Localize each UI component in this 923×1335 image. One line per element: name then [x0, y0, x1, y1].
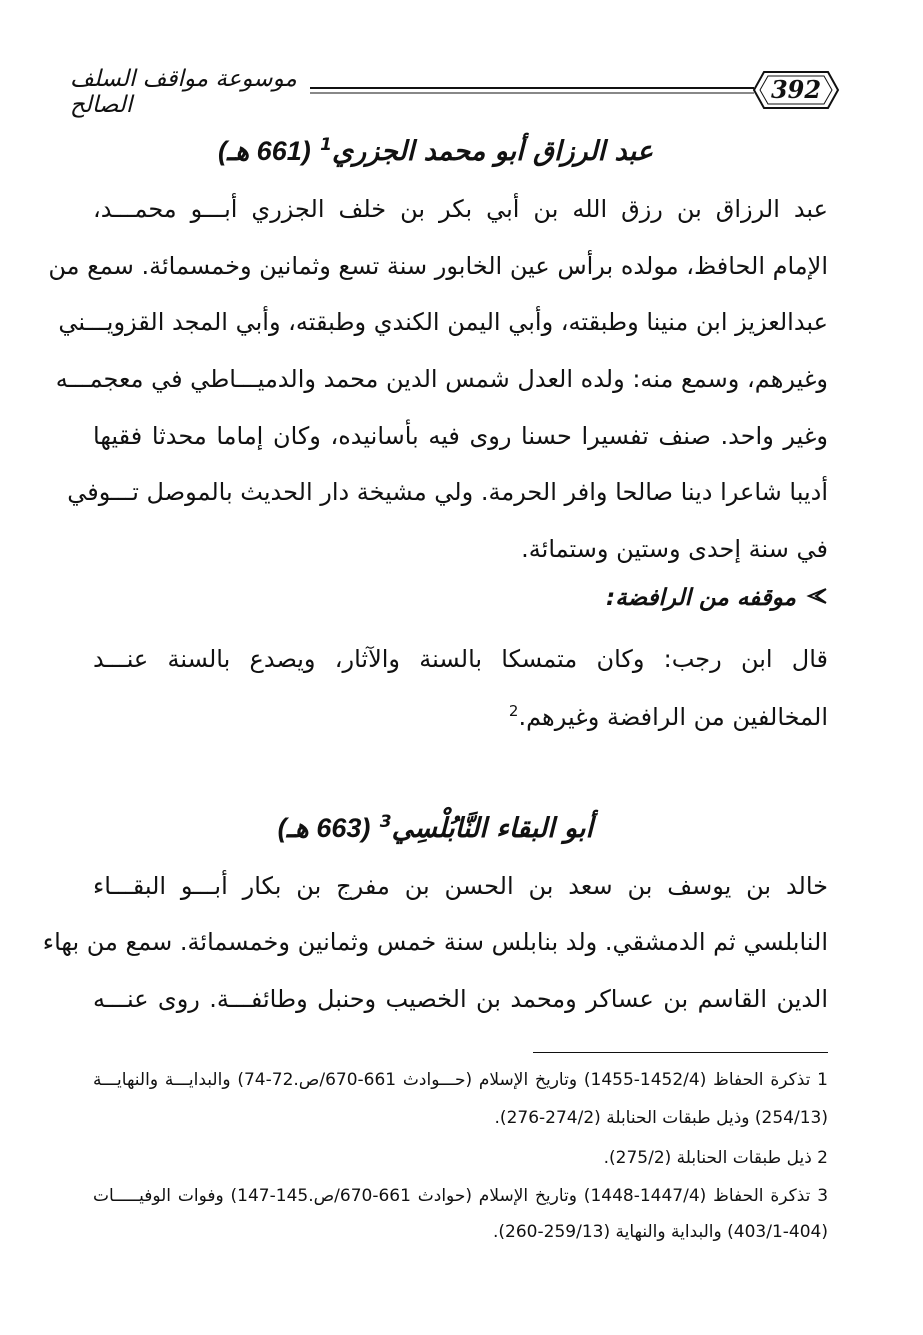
page-header: [70, 60, 840, 130]
footnote-ref: 1: [320, 135, 332, 155]
entry-heading-name: عبد الرزاق أبو محمد الجزري: [331, 136, 653, 167]
footnote-line: 1 تذكرة الحفاظ (1452/4-1455) وتاريخ الإسلام (حـــوادث 661-670/ص.72-74) والبدايـــة والنهايـــة: [93, 1070, 828, 1090]
body-line: وغيرهم، وسمع منه: ولده العدل شمس الدين محمد والدميـــاطي في معجمـــه: [55, 365, 828, 393]
entry-heading-date: (661 هـ): [218, 136, 311, 166]
footnote-line: 2 ذيل طبقات الحنابلة (275/2).: [603, 1148, 828, 1168]
body-line: عبدالعزيز ابن منينا وطبقته، وأبي اليمن الكندي وطبقته، وأبي المجد القزويـــني: [58, 308, 828, 336]
body-line: وغير واحد. صنف تفسيرا حسنا روى فيه بأسانيده، وكان إماما محدثا فقيها: [93, 422, 828, 450]
body-line: النابلسي ثم الدمشقي. ولد بنابلس سنة خمس وثمانين وخمسمائة. سمع من بهاء: [42, 928, 828, 956]
footnote-ref: 2: [508, 702, 519, 720]
header-rule: [310, 86, 754, 96]
body-line: الإمام الحافظ، مولده برأس عين الخابور سنة تسع وثمانين وخمسمائة. سمع من: [48, 252, 828, 280]
body-line-text: المخالفين من الرافضة وغيرهم.: [518, 703, 828, 731]
entry-heading-date: (663 هـ): [277, 813, 371, 843]
footnote-ref: 3: [379, 812, 392, 832]
body-line: أديبا شاعرا دينا صالحا وافر الحرمة. ولي مشيخة دار الحديث بالموصل تـــوفي: [67, 478, 828, 506]
entry-heading-name: أبو البقاء النَّابُلْسِي: [391, 813, 593, 844]
entry-heading: [218, 135, 653, 167]
entry-heading: [278, 812, 593, 844]
footnote-line: (254/13) وذيل طبقات الحنابلة (274/2-276).: [494, 1108, 828, 1128]
footnote-line: 3 تذكرة الحفاظ (1447/4-1448) وتاريخ الإسلام (حوادث 661-670/ص.145-147) وفوات الوفيـــــات: [93, 1186, 829, 1206]
body-line: عبد الرزاق بن رزق الله بن أبي بكر بن خلف الجزري أبـــو محمـــد،: [93, 195, 828, 223]
body-line: خالد بن يوسف بن سعد بن الحسن بن مفرج بن بكار أبـــو البقـــاء: [93, 872, 828, 900]
series-title: موسوعة مواقف السلف الصالح: [70, 66, 297, 118]
page-number: 392: [770, 75, 822, 104]
body-line: الدين القاسم بن عساكر ومحمد بن الخصيب وحنبل وطائفـــة. روى عنـــه: [93, 985, 828, 1013]
footnote-line: (403/1-404) والبداية والنهاية (259/13-260).: [493, 1222, 828, 1242]
body-line: [93, 702, 828, 731]
body-line: في سنة إحدى وستين وستمائة.: [521, 535, 828, 563]
footnote-separator: [533, 1052, 828, 1053]
stance-heading-text: موقفه من الرافضة:: [606, 585, 796, 611]
page-number-frame: [752, 68, 840, 112]
stance-heading: [606, 585, 828, 611]
body-line: قال ابن رجب: وكان متمسكا بالسنة والآثار، ويصدع بالسنة عنـــد: [93, 645, 828, 673]
arrow-marker-icon: [806, 585, 828, 611]
